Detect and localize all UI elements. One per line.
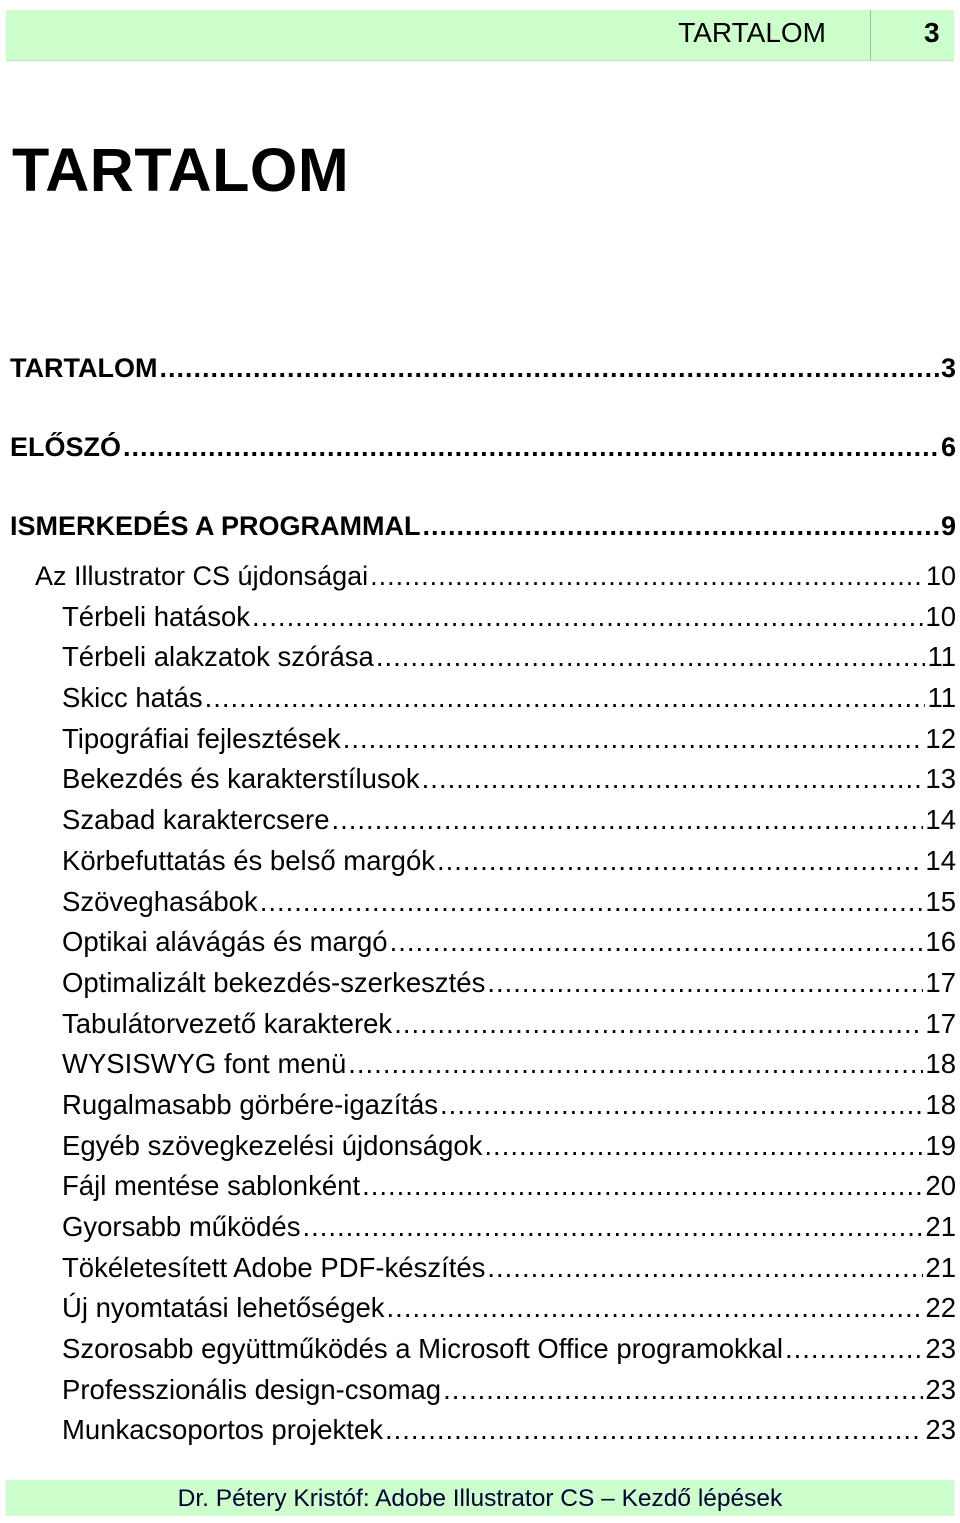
toc-entry-title: Optimalizált bekezdés-szerkesztés [62, 966, 486, 998]
running-header [6, 10, 954, 60]
toc-entry-page: 21 [925, 1251, 956, 1283]
toc-dot-leader [440, 1085, 923, 1125]
toc-dot-leader [385, 1410, 923, 1450]
toc-dot-leader [785, 1329, 923, 1369]
toc-entry[interactable] [0, 348, 960, 427]
toc-entry[interactable] [62, 1288, 960, 1329]
toc-entry-page: 20 [925, 1170, 956, 1202]
toc-entry-title: Új nyomtatási lehetőségek [62, 1292, 385, 1324]
toc-entry[interactable] [62, 963, 960, 1004]
toc-entry-page: 23 [925, 1414, 956, 1446]
toc-dot-leader [423, 506, 939, 546]
toc-entry[interactable] [62, 1410, 960, 1451]
toc-dot-leader [487, 963, 923, 1003]
toc-dot-leader [159, 348, 939, 388]
toc-entry-title: Egyéb szövegkezelési újdonságok [62, 1129, 483, 1161]
toc-entry[interactable] [62, 1126, 960, 1167]
toc-dot-leader [343, 719, 924, 759]
toc-entry[interactable] [62, 1370, 960, 1411]
toc-entry-page: 9 [940, 511, 956, 541]
toc-entry-page: 15 [925, 885, 956, 917]
toc-dot-leader [302, 1207, 923, 1247]
toc-entry-page: 18 [925, 1048, 956, 1080]
toc-entry[interactable] [62, 841, 960, 882]
toc-dot-leader [487, 1248, 923, 1288]
toc-entry[interactable] [62, 1044, 960, 1085]
toc-entry-title: WYSISWYG font menü [62, 1048, 347, 1080]
toc-dot-leader [443, 1370, 923, 1410]
toc-entry-title: Körbefuttatás és belső margók [62, 844, 435, 876]
toc-dot-leader [205, 678, 926, 718]
toc-entry-page: 23 [925, 1373, 956, 1405]
toc-dot-leader [387, 1288, 924, 1328]
toc-entry[interactable] [62, 922, 960, 963]
toc-dot-leader [422, 759, 924, 799]
toc-entry[interactable] [62, 1329, 960, 1370]
toc-dot-leader [376, 637, 926, 677]
toc-entry-page: 22 [925, 1292, 956, 1324]
toc-entry-title: TARTALOM [10, 353, 158, 383]
toc-entry-title: ISMERKEDÉS A PROGRAMMAL [10, 511, 421, 541]
toc-entry-title: Térbeli hatások [62, 600, 251, 632]
header-title: TARTALOM [678, 17, 826, 48]
toc-entry-page: 10 [925, 600, 956, 632]
toc-entry-title: Az Illustrator CS újdonságai [35, 561, 369, 591]
toc-entry[interactable] [62, 1004, 960, 1045]
toc-dot-leader [332, 800, 924, 840]
toc-entry-page: 17 [925, 1007, 956, 1039]
toc-entry-page: 12 [925, 722, 956, 754]
toc-entry-title: Térbeli alakzatok szórása [62, 641, 374, 673]
toc-dot-leader [394, 1004, 923, 1044]
toc-entry-page: 13 [925, 763, 956, 795]
toc-entry[interactable] [62, 882, 960, 923]
toc-entry-page: 14 [925, 844, 956, 876]
toc-entry-title: Tipográfiai fejlesztések [62, 722, 341, 754]
toc-entry-title: Szöveghasábok [62, 885, 258, 917]
toc-dot-leader [252, 597, 923, 637]
toc-dot-leader [123, 427, 939, 467]
toc-entry-page: 21 [925, 1211, 956, 1242]
toc-dot-leader [437, 841, 923, 881]
toc-entry-page: 11 [927, 682, 956, 714]
toc-entry-page: 23 [925, 1333, 956, 1365]
toc-entry-title: Gyorsabb működés [62, 1211, 301, 1242]
footer-text: Dr. Pétery Kristóf: Adobe Illustrator CS – Kezdő lépések [177, 1485, 783, 1512]
toc-entry-title: Munkacsoportos projektek [62, 1414, 383, 1446]
header-page-number: 3 [924, 17, 940, 48]
running-footer [6, 1480, 954, 1516]
toc-entry[interactable] [62, 637, 960, 678]
toc-entry[interactable] [62, 1166, 960, 1207]
toc-entry-title: Szabad karaktercsere [62, 804, 330, 836]
toc-entry-page: 11 [927, 641, 956, 673]
toc-entry-title: ELŐSZÓ [10, 432, 122, 462]
toc-entry-title: Professzionális design-csomag [62, 1373, 442, 1405]
toc-entry-page: 17 [925, 966, 956, 998]
toc-entry[interactable] [62, 719, 960, 760]
table-of-contents [0, 348, 960, 1451]
toc-entry[interactable] [35, 556, 960, 597]
toc-entry-page: 18 [925, 1088, 956, 1120]
toc-entry-page: 16 [925, 926, 956, 958]
toc-entry-page: 10 [925, 561, 956, 591]
toc-entry-title: Rugalmasabb görbére-igazítás [62, 1088, 439, 1120]
toc-entry-title: Bekezdés és karakterstílusok [62, 763, 420, 795]
toc-entry[interactable] [0, 427, 960, 506]
toc-entry-title: Skicc hatás [62, 682, 203, 714]
toc-entry[interactable] [62, 1207, 960, 1248]
toc-entry-title: Szorosabb együttműködés a Microsoft Office programokkal [62, 1333, 783, 1365]
toc-entry[interactable] [62, 1248, 960, 1289]
toc-entry[interactable] [0, 506, 960, 556]
toc-entry[interactable] [62, 759, 960, 800]
toc-dot-leader [390, 922, 924, 962]
toc-dot-leader [348, 1044, 923, 1084]
toc-entry-page: 3 [940, 353, 956, 383]
toc-entry-page: 19 [925, 1129, 956, 1161]
toc-entry[interactable] [62, 597, 960, 638]
header-divider [870, 10, 871, 60]
toc-entry-title: Optikai alávágás és margó [62, 926, 388, 958]
toc-entry[interactable] [62, 800, 960, 841]
toc-entry-title: Tökéletesített Adobe PDF-készítés [62, 1251, 486, 1283]
toc-dot-leader [484, 1126, 923, 1166]
toc-entry-title: Fájl mentése sablonként [62, 1170, 361, 1202]
toc-dot-leader [260, 882, 924, 922]
toc-entry-page: 6 [940, 432, 956, 462]
toc-entry[interactable] [62, 678, 960, 719]
toc-dot-leader [362, 1166, 923, 1206]
toc-entry[interactable] [62, 1085, 960, 1126]
toc-entry-page: 14 [925, 804, 956, 836]
toc-entry-title: Tabulátorvezető karakterek [62, 1007, 393, 1039]
page-title: TARTALOM [12, 136, 350, 204]
toc-dot-leader [370, 556, 924, 596]
